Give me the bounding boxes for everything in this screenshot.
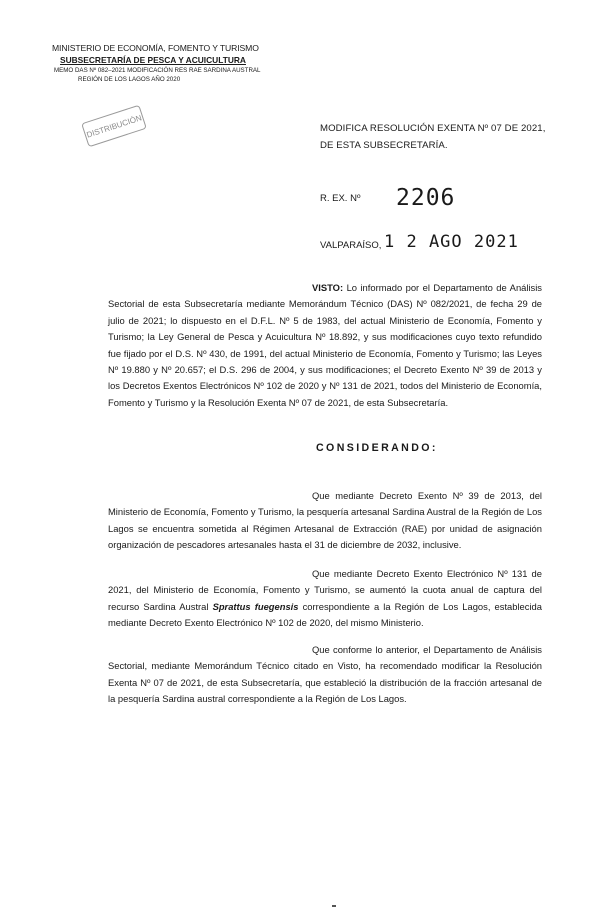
- stamp-text: DISTRIBUCIÓN: [85, 113, 143, 140]
- received-stamp-icon: [74, 102, 154, 150]
- p2-text-b: correspondiente a la Región de Los Lagos, establecida mediante Decreto Exento Electrónico Nº 102 de 2020, del mismo Ministerio.: [108, 600, 542, 629]
- date-stamp: 1 2 AGO 2021: [384, 232, 519, 252]
- region-reference: REGIÓN DE LOS LAGOS AÑO 2020: [78, 76, 181, 83]
- visto-paragraph: [108, 280, 542, 411]
- p2-text-a: Que mediante Decreto Exento Electrónico Nº 131 de 2021, del Ministerio de Economía, Fomento y Turismo, se aumentó la cuota anual de captura del recurso Sardina Austral: [108, 568, 542, 612]
- letterhead: [52, 42, 282, 84]
- visto-lead: VISTO:: [312, 282, 344, 293]
- resolution-number: 2206: [396, 185, 456, 211]
- considerando-paragraph-3: Que conforme lo anterior, el Departamento de Análisis Sectorial, mediante Memorándum Técnico citado en Visto, ha recomendado modificar la Resolución Exenta Nº 07 de 2021, de esta Subsecretaría, que estableció la distribución de la fracción artesanal de la pesquería Sardina austral correspondiente a la Región de Los Lagos.: [108, 644, 542, 705]
- considerando-paragraph-2: [108, 566, 542, 632]
- page-mark: [332, 905, 336, 907]
- document-subject: MODIFICA RESOLUCIÓN EXENTA Nº 07 DE 2021, DE ESTA SUBSECRETARÍA.: [320, 123, 546, 151]
- memo-reference: MEMO DAS Nº 082–2021 MODIFICACIÓN RES RAE SARDINA AUSTRAL: [54, 67, 261, 74]
- considerando-paragraph-1: Que mediante Decreto Exento Nº 39 de 2013, del Ministerio de Economía, Fomento y Turismo, la pesquería artesanal Sardina Austral de la Región de Los Lagos se encuentra sometida al Régimen Artesanal de Extracción (RAE) por unidad de asignación organización de pescadores artesanales hasta el 31 de diciembre de 2032, inclusive.: [108, 490, 542, 551]
- subsecretaria-name: SUBSECRETARÍA DE PESCA Y ACUICULTURA: [60, 55, 246, 65]
- city: VALPARAÍSO,: [320, 240, 382, 251]
- ministry-name: MINISTERIO DE ECONOMÍA, FOMENTO Y TURISMO: [52, 43, 259, 53]
- resolution-label: R. EX. Nº: [320, 193, 361, 204]
- considerando-heading: CONSIDERANDO:: [316, 442, 438, 454]
- species-name: Sprattus fuegensis: [212, 600, 299, 612]
- visto-text: Lo informado por el Departamento de Análisis Sectorial de esta Subsecretaría mediante Memorándum Técnico (DAS) Nº 082/2021, de fecha 29 de julio de 2021; lo dispuesto en el D.F.L. Nº 5 de 1983, del actual Ministerio de Economía, Fomento y Turismo; la Ley General de Pesca y Acuicultura Nº 18.892, y sus modificaciones cuyo texto refundido fue fijado por el D.S. Nº 430, de 1991, del actual Ministerio de Economía, Fomento y Turismo; las Leyes Nº 19.880 y Nº 20.657; el D.S. 296 de 2004, y sus modificaciones; el Decreto Exento Nº 39 de 2013 y los Decretos Exentos Electrónicos Nº 102 de 2020 y Nº 131 de 2021, todos del Ministerio de Economía, Fomento y Turismo y la Resolución Exenta Nº 07 de 2021, de esta Subsecretaría.: [108, 282, 542, 408]
